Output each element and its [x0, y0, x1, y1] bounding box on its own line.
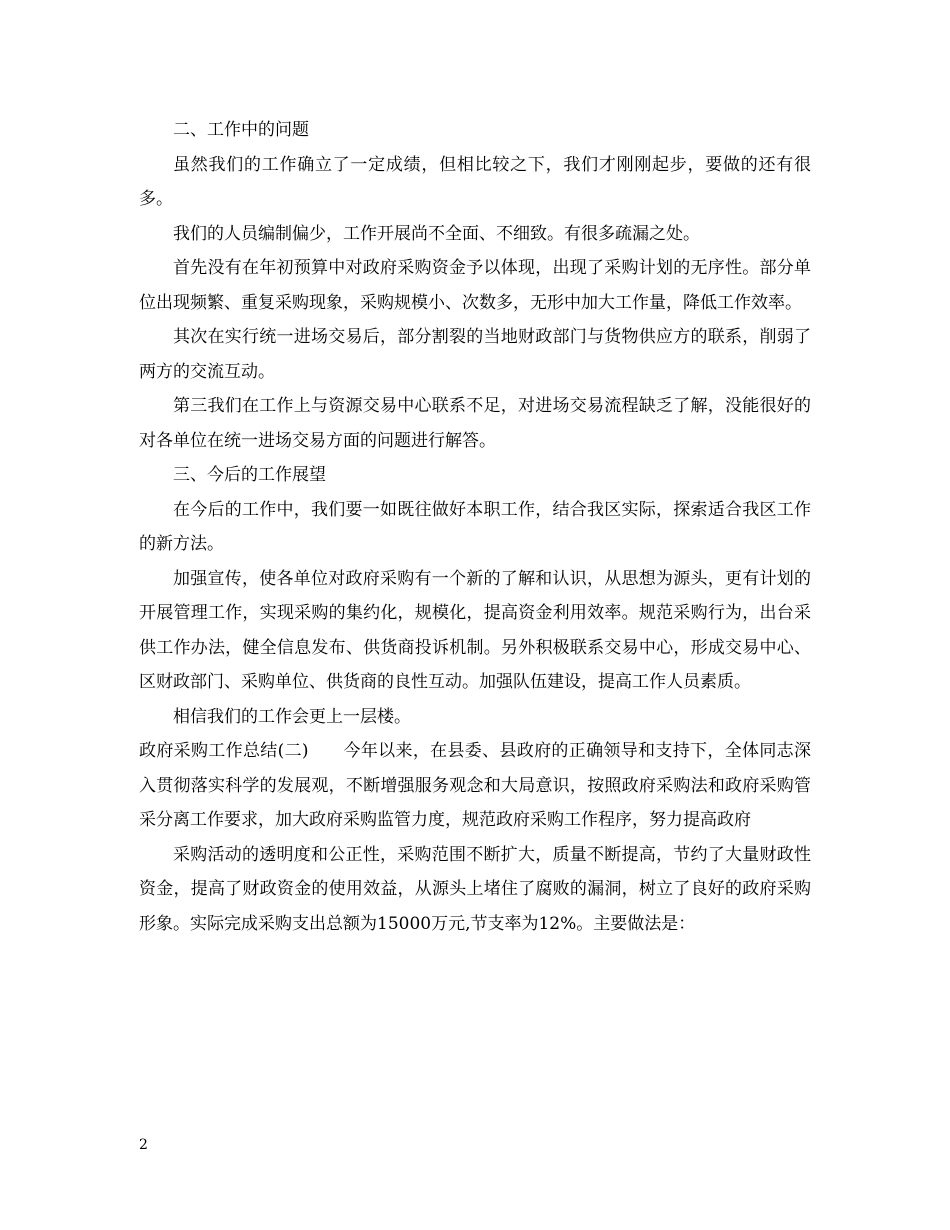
section-heading-outlook: 三、今后的工作展望 — [173, 465, 326, 485]
paragraph: 加强宣传，使各单位对政府采购有一个新的了解和认识，从思想为源头，更有计划的开展管理工作，实现采购的集约化，规模化，提高资金利用效率。规范采购行为，出台采供工作办法，健全信息发布、供货商投诉机制。另外积极联系交易中心，形成交易中心、区财政部门、采购单位、供货商的良性互动。加强队伍建设，提高工作人员素质。 — [139, 568, 811, 692]
paragraph: 首先没有在年初预算中对政府采购资金予以体现，出现了采购计划的无序性。部分单位出现频繁、重复采购现象，采购规模小、次数多，无形中加大工作量，降低工作效率。 — [139, 258, 811, 313]
paragraph: 其次在实行统一进场交易后，部分割裂的当地财政部门与货物供应方的联系，削弱了两方的交流互动。 — [139, 327, 811, 382]
paragraph-summary-two-start: 政府采购工作总结(二) 今年以来，在县委、县政府的正确领导和支持下，全体同志深入贯彻落实科学的发展观，不断增强服务观念和大局意识，按照政府采购法和政府采购管采分离工作要求，加大政府采购监管力度，规范政府采购工作程序，努力提高政府 — [139, 741, 811, 830]
paragraph: 第三我们在工作上与资源交易中心联系不足，对进场交易流程缺乏了解，没能很好的对各单位在统一进场交易方面的问题进行解答。 — [139, 396, 811, 451]
page-number: 2 — [139, 1137, 148, 1153]
paragraph: 我们的人员编制偏少，工作开展尚不全面、不细致。有很多疏漏之处。 — [173, 223, 700, 244]
paragraph: 相信我们的工作会更上一层楼。 — [173, 706, 411, 727]
paragraph: 虽然我们的工作确立了一定成绩，但相比较之下，我们才刚刚起步，要做的还有很多。 — [139, 154, 811, 209]
paragraph: 在今后的工作中，我们要一如既往做好本职工作，结合我区实际，探索适合我区工作的新方法。 — [139, 499, 811, 554]
document-body — [139, 113, 811, 941]
paragraph: 采购活动的透明度和公正性，采购范围不断扩大，质量不断提高，节约了大量财政性资金，提高了财政资金的使用效益，从源头上堵住了腐败的漏洞，树立了良好的政府采购形象。实际完成采购支出总额为15000万元,节支率为12%。主要做法是： — [139, 844, 811, 934]
section-heading-problems: 二、工作中的问题 — [173, 120, 309, 140]
